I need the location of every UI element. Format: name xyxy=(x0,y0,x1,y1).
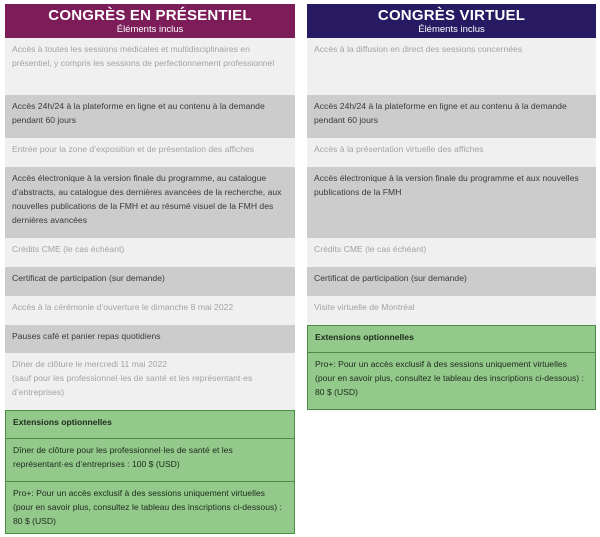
in-person-row-cme: Crédits CME (le cas échéant) xyxy=(5,238,295,267)
virtual-title: CONGRÈS VIRTUEL xyxy=(377,7,526,24)
in-person-row-coffee: Pauses café et panier repas quotidiens xyxy=(5,325,295,353)
in-person-extension-dinner: Dîner de clôture pour les professionnel·les de santé et les représentant·es d’entreprises : 100 $ (USD) xyxy=(5,439,295,482)
virtual-subtitle: Éléments inclus xyxy=(418,24,485,35)
virtual-column xyxy=(307,4,596,410)
in-person-title: CONGRÈS EN PRÉSENTIEL xyxy=(48,7,252,24)
virtual-row-livestream: Accès à la diffusion en direct des sessions concernées xyxy=(307,38,596,95)
in-person-row-exhibition: Entrée pour la zone d’exposition et de présentation des affiches xyxy=(5,138,295,167)
in-person-row-certificate: Certificat de participation (sur demande) xyxy=(5,267,295,296)
virtual-header xyxy=(307,4,596,38)
virtual-row-montreal-tour: Visite virtuelle de Montréal xyxy=(307,296,596,325)
virtual-extensions-title: Extensions optionnelles xyxy=(307,325,596,353)
virtual-row-certificate: Certificat de participation (sur demande) xyxy=(307,267,596,296)
in-person-header xyxy=(5,4,295,38)
virtual-extension-pro-plus: Pro+: Pour un accès exclusif à des sessions uniquement virtuelles (pour en savoir plus, consultez le tableau des inscriptions ci-dessous) : 80 $ (USD) xyxy=(307,353,596,410)
in-person-extensions-title: Extensions optionnelles xyxy=(5,410,295,439)
virtual-row-electronic-access: Accès électronique à la version finale du programme et aux nouvelles publications de la FMH xyxy=(307,167,596,238)
virtual-row-platform: Accès 24h/24 à la plateforme en ligne et au contenu à la demande pendant 60 jours xyxy=(307,95,596,138)
in-person-subtitle: Éléments inclus xyxy=(116,24,184,35)
virtual-row-posters: Accès à la présentation virtuelle des affiches xyxy=(307,138,596,167)
in-person-extension-pro-plus: Pro+: Pour un accès exclusif à des sessions uniquement virtuelles (pour en savoir plus, consultez le tableau des inscriptions ci-dessous) : 80 $ (USD) xyxy=(5,482,295,534)
in-person-row-sessions: Accès à toutes les sessions médicales et multidisciplinaires en présentiel, y compris les sessions de perfectionnement professionnel xyxy=(5,38,295,95)
in-person-row-platform: Accès 24h/24 à la plateforme en ligne et au contenu à la demande pendant 60 jours xyxy=(5,95,295,138)
in-person-row-dinner: Dîner de clôture le mercredi 11 mai 2022 (sauf pour les professionnel·les de santé et les représentant·es d’entreprises) xyxy=(5,353,295,410)
in-person-column xyxy=(5,4,295,534)
in-person-row-opening: Accès à la cérémonie d’ouverture le dimanche 8 mai 2022 xyxy=(5,296,295,325)
in-person-row-electronic-access: Accès électronique à la version finale du programme, au catalogue d’abstracts, au catalogue des dernières avancées de la recherche, aux nouvelles publications de la FMH et au résumé visuel de la FMH des dernières avancées xyxy=(5,167,295,238)
virtual-row-cme: Crédits CME (le cas échéant) xyxy=(307,238,596,267)
